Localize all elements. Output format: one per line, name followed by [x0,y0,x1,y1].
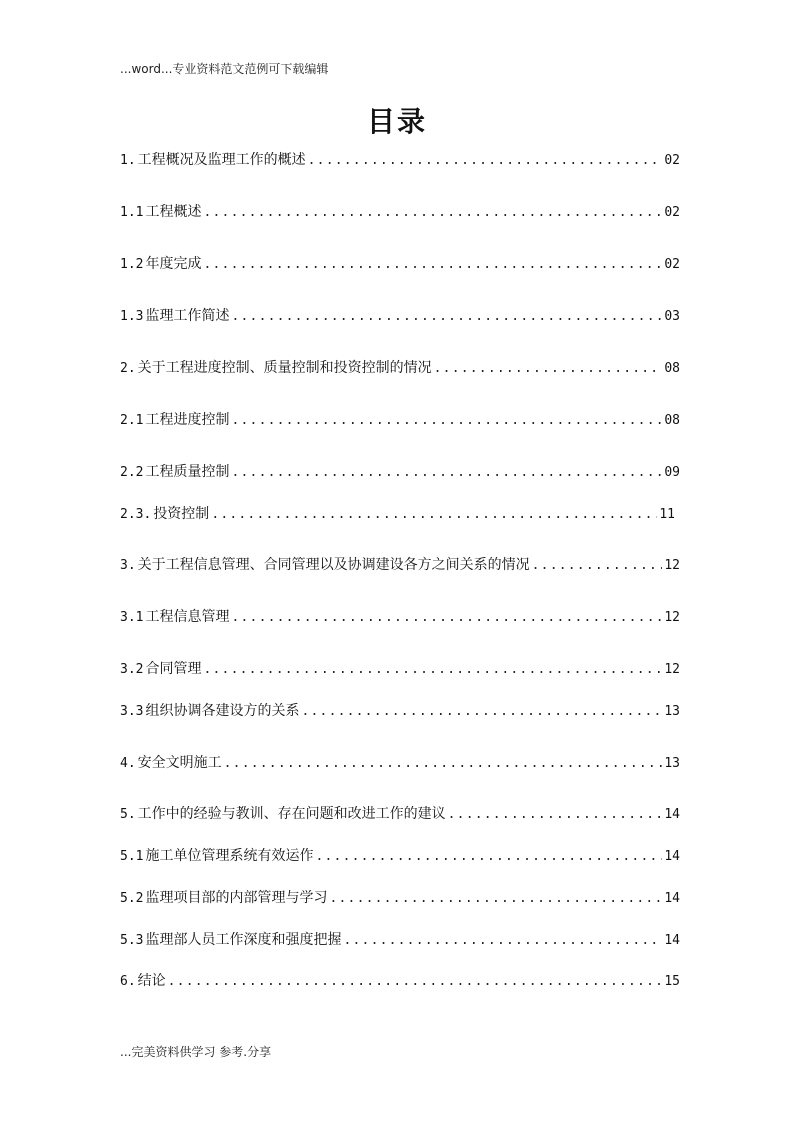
toc-entry[interactable] [120,306,680,326]
toc-entry[interactable] [120,150,680,170]
toc-leader-dots [203,255,662,275]
toc-entry-title: 投资控制 [153,506,210,522]
toc-entry[interactable] [120,659,680,679]
toc-leader-dots [434,359,663,379]
toc-entry-title: 安全文明施工 [137,755,222,771]
toc-leader-dots [448,805,663,825]
toc-entry-title: 工程概况及监理工作的概述 [137,152,306,168]
toc-entry-page: 14 [664,807,680,822]
toc-entry-number: 1.3 [120,309,144,324]
toc-entry-number: 5. [120,807,136,822]
toc-entry-title: 施工单位管理系统有效运作 [145,848,314,864]
toc-leader-dots [231,307,662,327]
toc-entry[interactable] [120,504,675,524]
toc-leader-dots [224,754,663,774]
toc-entry-page: 12 [664,558,680,573]
toc-leader-dots [329,889,662,909]
toc-entry-number: 5.3 [120,933,144,948]
toc-entry-page: 02 [664,257,680,272]
toc-entry-number: 3.1 [120,610,144,625]
toc-leader-dots [308,151,663,171]
toc-entry-page: 09 [664,465,680,480]
toc-entry-page: 02 [664,205,680,220]
toc-entry-page: 14 [664,891,680,906]
toc-entry-number: 3.2 [120,662,144,677]
toc-entry-page: 12 [664,662,680,677]
toc-entry-page: 08 [664,361,680,376]
toc-entry-page: 15 [664,974,680,989]
toc-entry[interactable] [120,846,680,866]
toc-entry[interactable] [120,358,680,378]
toc-entry-title: 监理工作简述 [145,308,230,324]
toc-entry[interactable] [120,607,680,627]
toc-entry-title: 监理项目部的内部管理与学习 [145,890,328,906]
toc-entry-page: 02 [664,153,680,168]
toc-entry-title: 工程信息管理 [145,609,230,625]
toc-entry-number: 3. [120,558,136,573]
toc-entry-number: 5.2 [120,891,144,906]
toc-entry-number: 3.3 [120,704,144,719]
toc-leader-dots [532,556,663,576]
toc-leader-dots [168,972,663,992]
toc-entry-title: 关于工程进度控制、质量控制和投资控制的情况 [137,360,432,376]
toc-entry-page: 03 [664,309,680,324]
toc-entry-number: 5.1 [120,849,144,864]
toc-entry-title: 结论 [137,973,166,989]
toc-entry[interactable] [120,753,680,773]
toc-leader-dots [203,660,662,680]
toc-entry-number: 2.1 [120,413,144,428]
toc-entry-title: 工程进度控制 [145,412,230,428]
toc-entry-number: 6. [120,974,136,989]
toc-leader-dots [211,505,657,525]
toc-entry[interactable] [120,555,680,575]
toc-entry[interactable] [120,971,680,991]
toc-entry-page: 14 [664,933,680,948]
toc-leader-dots [315,847,662,867]
toc-entry-page: 11 [659,507,675,522]
toc-entry-number: 4. [120,756,136,771]
header-note: ...word...专业资料范文范例可下载编辑 [120,62,329,76]
toc-entry[interactable] [120,930,680,950]
toc-entry-number: 2.2 [120,465,144,480]
toc-entry[interactable] [120,202,680,222]
toc-entry[interactable] [120,254,680,274]
toc-entry-title: 年度完成 [145,256,202,272]
toc-entry-title: 工程概述 [145,204,202,220]
toc-leader-dots [231,463,662,483]
toc-entry[interactable] [120,410,680,430]
toc-entry-number: 1.1 [120,205,144,220]
toc-entry-title: 合同管理 [145,661,202,677]
toc-leader-dots [203,203,662,223]
toc-entry-title: 组织协调各建设方的关系 [145,703,300,719]
toc-entry-number: 1.2 [120,257,144,272]
toc-leader-dots [301,702,662,722]
footer-note: ...完美资料供学习 参考.分享 [120,1045,272,1059]
toc-entry[interactable] [120,888,680,908]
toc-entry[interactable] [120,701,680,721]
toc-leader-dots [231,411,662,431]
toc-entry-number: 2.3. [120,507,152,522]
toc-entry[interactable] [120,462,680,482]
page-title: 目录 [366,105,427,138]
toc-entry-title: 工程质量控制 [145,464,230,480]
toc-entry[interactable] [120,804,680,824]
toc-entry-page: 12 [664,610,680,625]
toc-entry-page: 13 [664,704,680,719]
toc-entry-title: 监理部人员工作深度和强度把握 [145,932,342,948]
toc-entry-title: 工作中的经验与教训、存在问题和改进工作的建议 [137,806,446,822]
toc-entry-page: 13 [664,756,680,771]
toc-entry-number: 2. [120,361,136,376]
toc-leader-dots [343,931,662,951]
toc-entry-number: 1. [120,153,136,168]
toc-leader-dots [231,608,662,628]
toc-entry-page: 14 [664,849,680,864]
toc-entry-page: 08 [664,413,680,428]
toc-entry-title: 关于工程信息管理、合同管理以及协调建设各方之间关系的情况 [137,557,530,573]
